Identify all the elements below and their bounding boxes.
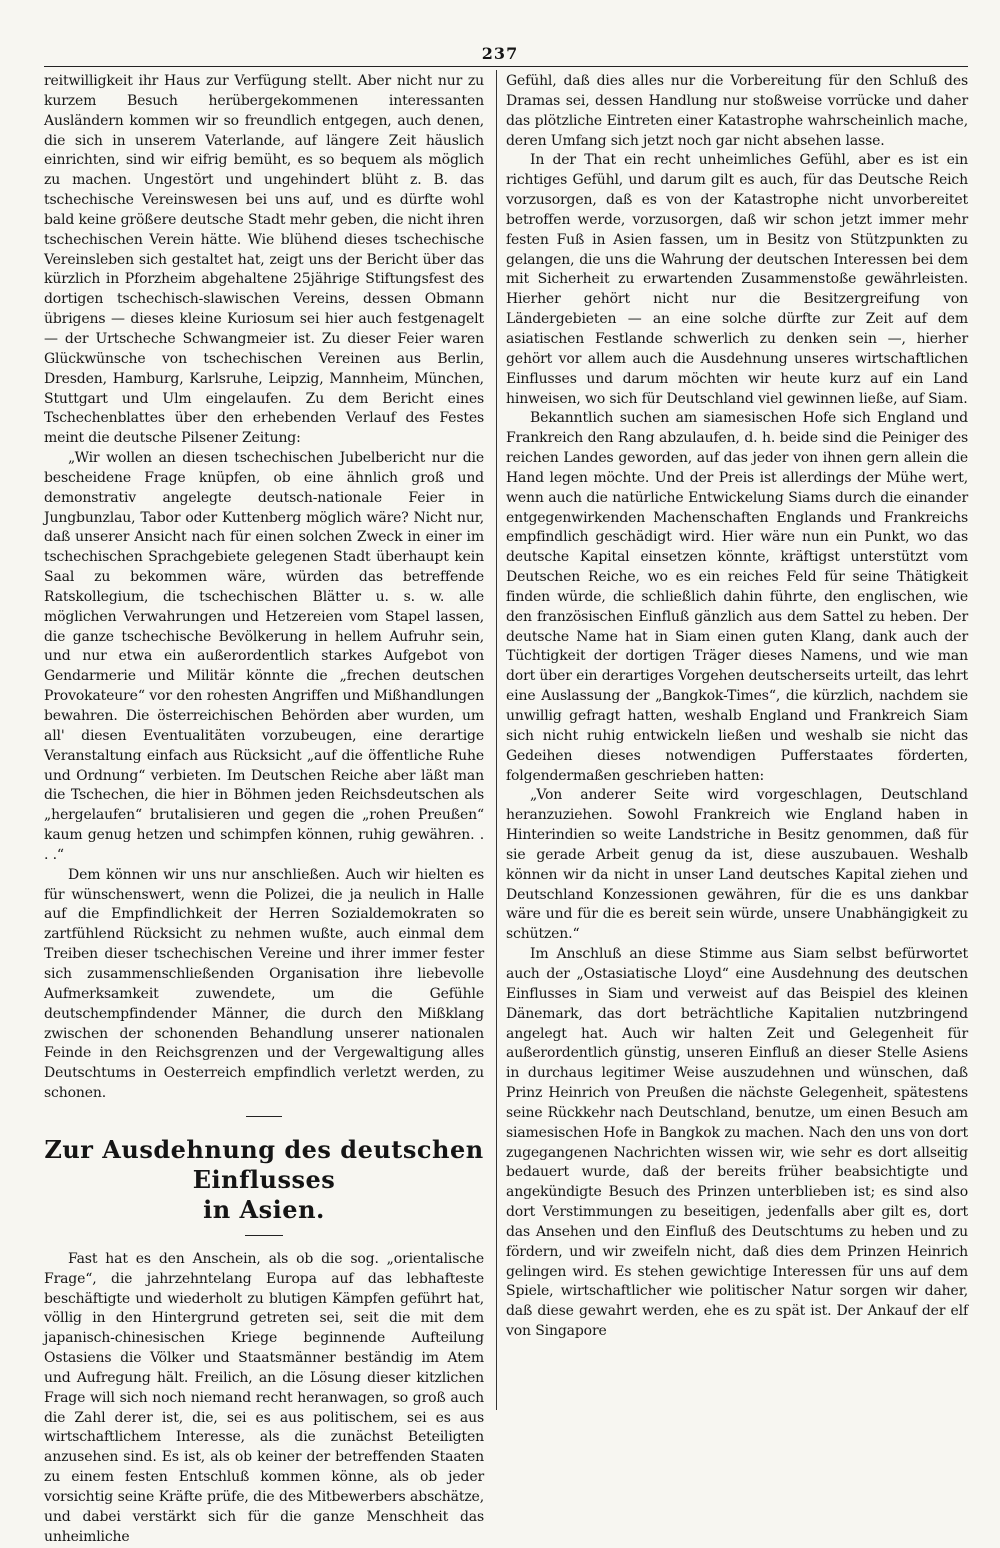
article-title: [44, 1135, 484, 1225]
paragraph: Im Anschluß an diese Stimme aus Siam selbst befürwortet auch der „Ostasiatische Lloyd“ eine Ausdehnung des deutschen Einflusses in Siam und verweist auf das Beispiel des kleinen Dänemark, das dort beträchtliche Kapitalien nutzbringend angelegt hat. Auch wir halten Zeit und Gelegenheit für außerordentlich günstig, unseren Einfluß an dieser Stelle Asiens in durchaus legitimer Weise auszudehnen und wünschen, daß Prinz Heinrich von Preußen die nächste Gelegenheit, spätestens seine Rückkehr nach Deutschland, benutze, um einen Besuch am siamesischen Hofe in Bangkok zu machen. Nach den uns von dort zugegangenen Nachrichten wissen wir, wie sehr es dort allseitig bedauert wurde, daß der bereits früher beabsichtigte und angekündigte Besuch des Prinzen unterblieben ist; es sind also dort Verstimmungen zu beseitigen, jedenfalls aber gilt es, dort das Ansehen und den Einfluß des Deutschtums zu heben und zu fördern, und wir zweifeln nicht, daß dies dem Prinzen Heinrich gelingen wird. Es stehen gewichtige Interessen für uns auf dem Spiele, wirtschaftlicher wie politischer Natur sorgen wir daher, daß diese gewahrt werden, ehe es zu spät ist. Der Ankauf der elf von Singapore: [506, 946, 968, 1340]
quotation-paragraph: „Von anderer Seite wird vorgeschlagen, Deutschland heranzuziehen. Sowohl Frankreich wie England haben in Hinterindien so weite Landstriche in Besitz genommen, daß für sie gerade Arbeit genug da ist, diese auszubauen. Weshalb können wir da nicht in unser Land deutsches Kapital ziehen und Deutschland Konzessionen gewähren, für die es uns dankbar wäre und für die es bereit sein würde, unsere Unabhängigkeit zu schützen.“: [506, 787, 968, 943]
paragraph: reitwilligkeit ihr Haus zur Verfügung stellt. Aber nicht nur zu kurzem Besuch herübergekommenen interessanten Ausländern kommen wir so freundlich entgegen, auch denen, die sich in unserem Vaterlande, auf längere Zeit häuslich einrichten, sind wir eifrig bemüht, es so bequem als möglich zu machen. Ungestört und ungehindert blüht z. B. das tschechische Vereinswesen bei uns auf, und es dürfte wohl bald keine größere deutsche Stadt mehr geben, die nicht ihren tschechischen Verein hätte. Wie blühend dieses tschechische Vereinsleben sich gestaltet hat, zeigt uns der Bericht über das kürzlich in Pforzheim abgehaltene 25jährige Stiftungsfest des dortigen tschechisch-slawischen Vereins, dessen Obmann übrigens — dieses kleine Kuriosum sei hier auch festgenagelt — der Urtscheche Schwangmeier ist. Zu dieser Feier waren Glückwünsche von tschechischen Vereinen aus Berlin, Dresden, Hamburg, Karlsruhe, Leipzig, Mannheim, München, Stuttgart und Ulm eingelaufen. Zu dem Bericht eines Tschechenblattes über den erhebenden Verlauf des Festes meint die deutsche Pilsener Zeitung:: [44, 73, 484, 447]
paragraph: Fast hat es den Anschein, als ob die sog. „orientalische Frage“, die jahrzehntelang Europa auf das lebhafteste beschäftigte und wiederholt zu blutigen Kämpfen geführt hat, völlig in den Hintergrund getreten sei, seit die mit dem japanisch-chinesischen Kriege beginnende Aufteilung Ostasiens die Völker und Staatsmänner beständig im Atem und Aufregung hält. Freilich, an die Lösung dieser kitzlichen Frage will sich noch niemand recht heranwagen, so groß auch die Zahl derer ist, die, sei es aus politischem, sei es aus wirtschaftlichem Interesse, als die zunächst Beteiligten anzusehen sind. Es ist, als ob keiner der betreffenden Staaten zu einem festen Entschluß kommen könne, als ob jeder vorsichtig seine Kräfte prüfe, die des Mitbewerbers abschätze, und dabei verstärkt sich für die ganze Menschheit das unheimliche: [44, 1250, 484, 1545]
page-number: 237: [481, 44, 519, 63]
title-divider: [245, 1235, 283, 1236]
header-rule: [44, 66, 968, 67]
quotation-paragraph: „Wir wollen an diesen tschechischen Jubelbericht nur die bescheidene Frage knüpfen, ob eine ähnlich groß und demonstrativ angelegte deutsch-nationale Feier in Jungbunzlau, Tabor oder Kuttenberg möglich wäre? Nicht nur, daß unserer Ansicht nach für einen solchen Zweck in einer im tschechischen Sprachgebiete gelegenen Stadt überhaupt kein Saal zu bekommen wäre, würden das betreffende Ratskollegium, die tschechischen Blätter u. s. w. alle möglichen Verwahrungen und Hetzereien vom Stapel lassen, die ganze tschechische Bevölkerung in hellem Aufruhr sein, und nur etwa ein außerordentlich starkes Aufgebot von Gendarmerie und Militär könnte die „frechen deutschen Provokateure“ vor den rohesten Angriffen und Mißhandlungen bewahren. Die österreichischen Behörden aber wurden, um all' diesen Eventualitäten vorzubeugen, eine derartige Veranstaltung einfach aus Rücksicht „auf die öffentliche Ruhe und Ordnung“ verbieten. Im Deutschen Reiche aber läßt man die Tschechen, die hier in Böhmen jeden Reichsdeutschen als „hergelaufen“ brutalisieren und gegen die „rohen Preußen“ kaum genug hetzen und schimpfen können, ruhig gewähren. . . .“: [44, 450, 484, 863]
column-divider: [496, 70, 497, 1410]
section-divider: [246, 1116, 282, 1117]
right-column: [506, 72, 968, 1342]
paragraph: Bekanntlich suchen am siamesischen Hofe sich England und Frankreich den Rang abzulaufen, d. h. beide sind die Peiniger des reichen Landes geworden, auf das jeder von ihnen gern allein die Hand legen möchte. Und der Preis ist allerdings der Mühe wert, wenn auch die natürliche Entwickelung Siams durch die einander entgegenwirkenden Machenschaften Englands und Frankreichs empfindlich geschädigt wird. Hier wäre nun ein Punkt, wo das deutsche Kapital einsetzen könnte, kräftigst unterstützt vom Deutschen Reiche, wo es ein reiches Feld für seine Thätigkeit finden würde, die schließlich dahin führte, den englischen, wie den französischen Einfluß gänzlich aus dem Sattel zu heben. Der deutsche Name hat in Siam einen guten Klang, dank auch der Tüchtigkeit der dortigen Träger dieses Namens, und wie man dort über ein derartiges Vorgehen deutscherseits urteilt, das lehrt eine Auslassung der „Bangkok-Times“, die kürzlich, nachdem sie unwillig gefragt hatten, weshalb England und Frankreich Siam sich nicht ruhig entwickeln ließen und weshalb sie nicht das Gedeihen dieses notwendigen Pufferstaates förderten, folgendermaßen geschrieben hatten:: [506, 410, 968, 784]
paragraph: In der That ein recht unheimliches Gefühl, aber es ist ein richtiges Gefühl, und darum gilt es auch, für das Deutsche Reich vorzusorgen, daß es von der Katastrophe nicht unvorbereitet betroffen werde, vorzusorgen, daß wir schon jetzt immer mehr festen Fuß in Asien fassen, um in Besitz von Stützpunkten zu gelangen, die uns die Wahrung der deutschen Interessen bei dem mit Sicherheit zu erwartenden Zusammenstoße gewährleisten. Hierher gehört nicht nur die Besitzergreifung von Ländergebieten — an eine solche dürfte zur Zeit auf dem asiatischen Festlande schwerlich zu denken sein —, hierher gehört vor allem auch die Ausdehnung unseres wirtschaftlichen Einflusses und darum möchten wir heute kurz auf ein Land hinweisen, wo sich für Deutschland viel gewinnen ließe, auf Siam.: [506, 152, 968, 407]
article-title-line: in Asien.: [203, 1194, 325, 1224]
article-title-line: Zur Ausdehnung des deutschen Einflusses: [44, 1134, 484, 1194]
paragraph: Gefühl, daß dies alles nur die Vorbereitung für den Schluß des Dramas sei, dessen Handlung nur stoßweise vorrücke und daher das plötzliche Eintreten einer Katastrophe wahrscheinlich mache, deren Umfang sich jetzt noch gar nicht absehen lasse.: [506, 73, 968, 149]
paragraph: Dem können wir uns nur anschließen. Auch wir hielten es für wünschenswert, wenn die Polizei, die ja neulich in Halle auf die Empfindlichkeit der Herren Sozialdemokraten so zartfühlend Rücksicht zu nehmen wußte, auch einmal dem Treiben dieser tschechischen Vereine und ihrer immer fester sich zusammenschließenden Organisation ihre liebevolle Aufmerksamkeit zuwendete, um die Gefühle deutschempfindender Männer, die durch den Mißklang zwischen der schonenden Behandlung unserer nationalen Feinde in den Reichsgrenzen und der Vergewaltigung alles Deutschtums in Oesterreich empfindlich verletzt werden, zu schonen.: [44, 866, 484, 1102]
left-column: [44, 72, 484, 1548]
